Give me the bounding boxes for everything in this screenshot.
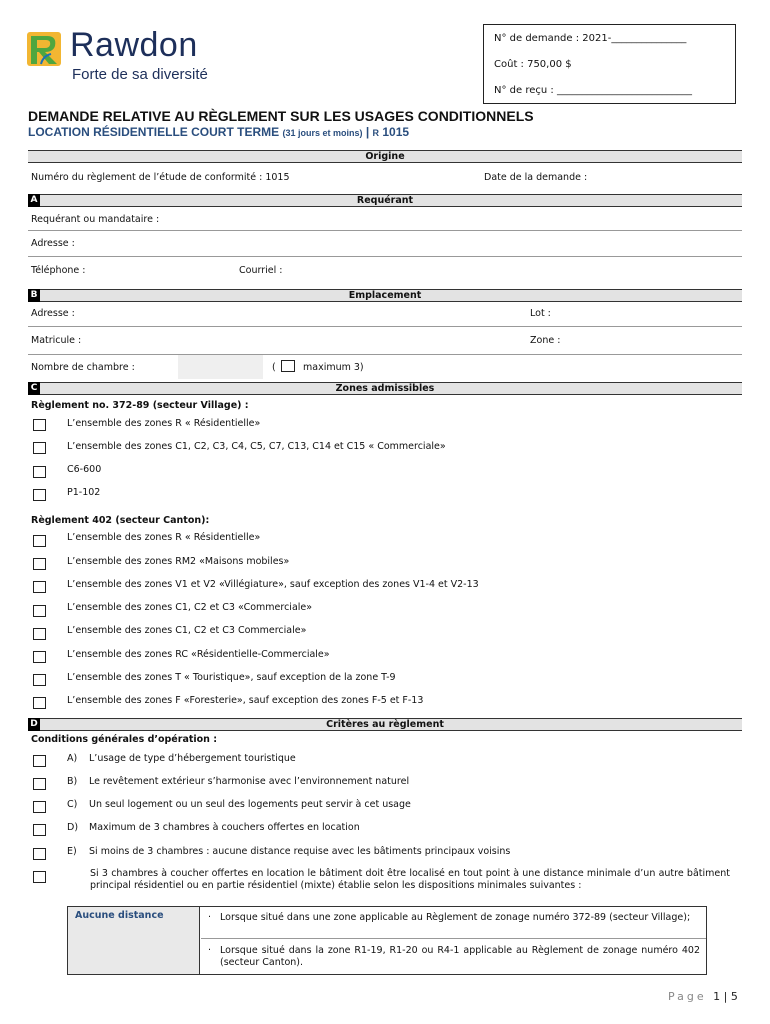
page-word: Page [668,990,707,1003]
canton-checkbox[interactable] [33,674,46,686]
courriel-field[interactable]: Courriel : [239,265,283,276]
condition-letter: A) [67,753,78,764]
village-checkbox[interactable] [33,466,46,478]
canton-item: L’ensemble des zones C1, C2 et C3 Commerciale» [67,625,307,636]
condition-checkbox[interactable] [33,778,46,790]
condition-checkbox[interactable] [33,755,46,767]
section-b-heading-text: Emplacement [348,290,422,301]
distance-table-item-text: Lorsque situé dans la zone R1-19, R1-20 ou R4-1 applicable au Règlement de zonage numéro 402 (secteur Canton). [220,945,700,968]
village-checkbox[interactable] [33,442,46,454]
section-d-heading-text: Critères au règlement [326,719,444,730]
condition-checkbox[interactable] [33,848,46,860]
section-c-heading [28,382,742,395]
condition-checkbox[interactable] [33,871,46,883]
village-item: L’ensemble des zones R « Résidentielle» [67,418,261,429]
origine-heading-text: Origine [365,151,405,162]
condition-text: Un seul logement ou un seul des logements peut servir à cet usage [89,799,411,810]
subtitle-small: (31 jours et moins) [282,128,363,138]
condition-letter: B) [67,776,78,787]
page-footer [668,990,738,1003]
subtitle-main: LOCATION RÉSIDENTIELLE COURT TERME [28,125,280,139]
section-d-heading [28,718,742,731]
recu-number-field[interactable]: N° de reçu : ___________________________ [494,85,692,96]
section-a-letter: A [28,194,40,207]
village-item: L’ensemble des zones C1, C2, C3, C4, C5, C7, C13, C14 et C15 « Commerciale» [67,441,446,452]
condition-checkbox[interactable] [33,801,46,813]
lot-field[interactable]: Lot : [530,308,551,319]
conditions-heading: Conditions générales d’opération : [31,734,218,745]
reference-box [483,24,736,104]
section-a-heading-text: Requérant [356,195,414,206]
date-demande-field[interactable]: Date de la demande : [484,172,588,183]
canton-checkbox[interactable] [33,651,46,663]
condition-text: L’usage de type d’hébergement touristique [89,753,296,764]
adresse-requerant-field[interactable]: Adresse : [31,238,75,249]
condition-text: Le revêtement extérieur s’harmonise avec l’environnement naturel [89,776,410,787]
matricule-field[interactable]: Matricule : [31,335,82,346]
logo-name: Rawdon [70,26,198,64]
paren-open: ( [272,362,276,373]
rawdon-logo [25,26,235,85]
distance-table-label: Aucune distance [68,907,200,974]
divider [28,354,742,355]
divider [28,256,742,257]
condition-letter: E) [67,846,77,857]
section-c-letter: C [28,382,40,395]
village-checkbox[interactable] [33,419,46,431]
canton-item: L’ensemble des zones RC «Résidentielle-Commerciale» [67,649,330,660]
requerant-field[interactable]: Requérant ou mandataire : [31,214,160,225]
subtitle-separator: | [365,125,370,139]
section-a-heading [28,194,742,207]
village-heading: Règlement no. 372-89 (secteur Village) : [31,400,249,411]
divider [28,326,742,327]
canton-checkbox[interactable] [33,558,46,570]
divider [28,230,742,231]
distance-table-item [208,945,700,969]
village-checkbox[interactable] [33,489,46,501]
condition-text: Si moins de 3 chambres : aucune distance requise avec les bâtiments principaux voisins [89,846,511,857]
rawdon-logo-icon [25,30,65,68]
distance-paragraph: Si 3 chambres à coucher offertes en location le bâtiment doit être localisé en tout point à une distance minimale d’un autre bâtiment principal résidentiel ou en partie résidentiel (mixte) établie selon les dispositions minimales suivantes : [90,868,730,891]
nombre-chambre-input[interactable] [178,355,263,379]
canton-item: L’ensemble des zones RM2 «Maisons mobiles» [67,556,290,567]
distance-table [67,906,707,975]
canton-checkbox[interactable] [33,605,46,617]
telephone-field[interactable]: Téléphone : [31,265,86,276]
village-item: P1-102 [67,487,101,498]
canton-checkbox[interactable] [33,535,46,547]
section-b-letter: B [28,289,40,302]
canton-item: L’ensemble des zones F «Foresterie», sauf exception des zones F-5 et F-13 [67,695,424,706]
canton-item: L’ensemble des zones T « Touristique», sauf exception de la zone T-9 [67,672,396,683]
zone-field[interactable]: Zone : [530,335,561,346]
section-b-heading [28,289,742,302]
cout-label: Coût : 750,00 $ [494,59,572,70]
canton-item: L’ensemble des zones R « Résidentielle» [67,532,261,543]
page-subtitle [28,125,409,139]
village-item: C6-600 [67,464,102,475]
demande-number-field[interactable]: N° de demande : 2021-_______________ [494,33,687,44]
maximum-label: maximum 3) [303,362,364,373]
condition-letter: D) [67,822,79,833]
canton-heading: Règlement 402 (secteur Canton): [31,515,210,526]
section-c-heading-text: Zones admissibles [335,383,435,394]
logo-tagline: Forte de sa diversité [72,66,208,83]
distance-table-item [208,912,700,924]
canton-item: L’ensemble des zones C1, C2 et C3 «Commerciale» [67,602,313,613]
page-number: 1 | 5 [713,990,738,1003]
adresse-emplacement-field[interactable]: Adresse : [31,308,75,319]
bullet: · [208,945,212,956]
nombre-chambre-label: Nombre de chambre : [31,362,135,373]
canton-checkbox[interactable] [33,697,46,709]
canton-item: L’ensemble des zones V1 et V2 «Villégiature», sauf exception des zones V1-4 et V2-13 [67,579,479,590]
bullet: · [208,912,212,923]
canton-checkbox[interactable] [33,628,46,640]
subtitle-r: R [372,128,380,138]
distance-table-item-text: Lorsque situé dans une zone applicable au Règlement de zonage numéro 372-89 (secteur Village); [220,912,691,923]
subtitle-number: 1015 [382,125,410,139]
reglement-number-label: Numéro du règlement de l’étude de conformité : 1015 [31,172,290,183]
condition-checkbox[interactable] [33,824,46,836]
canton-checkbox[interactable] [33,581,46,593]
condition-text: Maximum de 3 chambres à couchers offertes en location [89,822,360,833]
chambre-checkbox[interactable] [281,360,295,372]
divider [201,938,706,939]
section-d-letter: D [28,718,40,731]
origine-heading [28,150,742,163]
condition-letter: C) [67,799,78,810]
page-title: DEMANDE RELATIVE AU RÈGLEMENT SUR LES USAGES CONDITIONNELS [28,108,534,124]
